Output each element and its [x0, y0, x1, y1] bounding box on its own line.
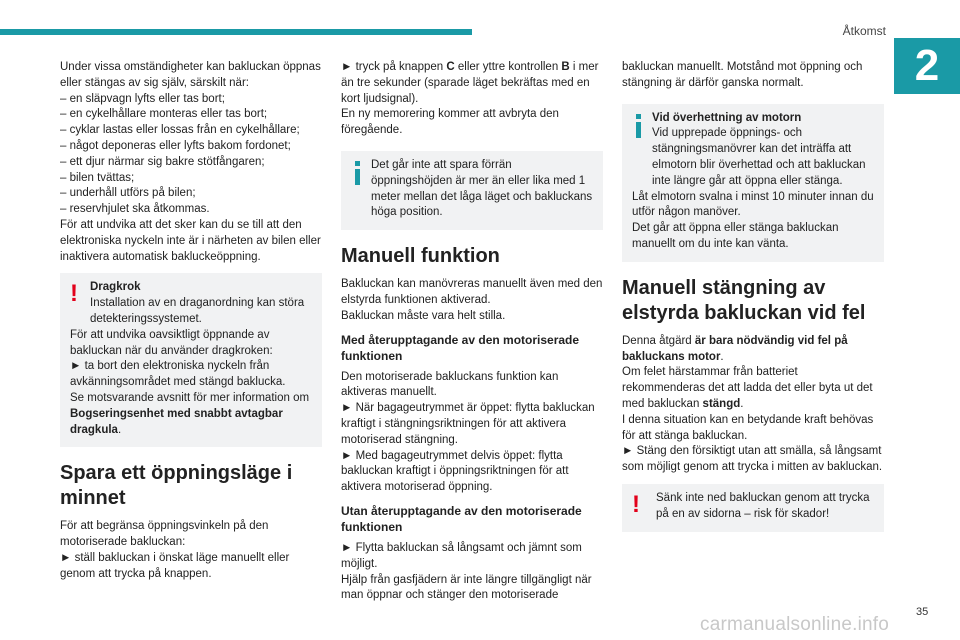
body-text: En ny memorering kommer att avbryta den föregående.	[341, 108, 559, 137]
warning-icon: !	[70, 280, 78, 308]
body-text: Den motoriserade bakluckans funktion kan aktiveras manuellt.	[341, 370, 559, 399]
body-text: bakluckan manuellt. Motstånd mot öppning och stängning är därför ganska normalt.	[622, 61, 863, 89]
info-title: Vid överhettning av motorn	[652, 111, 802, 124]
subheading-without-resume: Utan återupptagande av den motoriserade funktionen	[341, 503, 582, 534]
subheading-with-resume: Med återupptagande av den motoriserade funktionen	[341, 332, 580, 363]
body-text: ► Stäng den försiktigt utan att smälla, så långsamt som möjligt genom att trycka i mitten av bakluckan.	[622, 445, 883, 474]
info-line-2: Låt elmotorn svalna i minst 10 minuter innan du utför någon manöver.	[632, 190, 874, 219]
body-text: ► tryck på knappen C eller yttre kontrollen B i mer än tre sekunder (sparade läget bekräftas med en kort ljudsignal).	[341, 61, 599, 105]
body-text: Bakluckan måste vara helt stilla.	[341, 309, 506, 322]
body-text: Bakluckan kan manövreras manuellt även med den elstyrda funktionen aktiverad.	[341, 278, 603, 306]
list-item: – ett djur närmar sig bakre stötfångaren;	[60, 155, 265, 168]
info-line-1: Vid upprepade öppnings- och stängningsmanövrer kan det inträffa att elmotorn blir överhettad och att bakluckan inte längre går att öppna eller stänga.	[652, 127, 866, 187]
list-item: – en cykelhållare monteras eller tas bort;	[60, 108, 268, 121]
warning-text: Sänk inte ned bakluckan genom att trycka på en av sidorna – risk för skador!	[656, 491, 870, 520]
warning-line-1: Installation av en draganordning kan störa detekteringssystemet.	[90, 297, 305, 325]
condition-list	[60, 92, 322, 218]
body-text: ► Med bagageutrymmet delvis öppet: flytta bakluckan kraftigt i öppningsriktningen för att aktivera motoriserad öppning.	[341, 449, 569, 494]
page-number: 35	[916, 606, 929, 618]
list-item: – reservhjulet ska åtkommas.	[60, 203, 210, 216]
body-text: I denna situation kan en betydande kraft behövas för att stänga bakluckan.	[622, 413, 874, 442]
warning-title: Dragkrok	[90, 281, 141, 294]
list-item: – något deponeras eller lyfts bakom fordonet;	[60, 139, 291, 152]
heading-save-position: Spara ett öppningsläge i minnet	[60, 462, 293, 510]
body-text: Denna åtgärd är bara nödvändig vid fel på bakluckans motor.	[622, 334, 848, 363]
info-line-3: Det går att öppna eller stänga bakluckan manuellt om du inte kan vänta.	[632, 222, 839, 250]
column-1	[60, 60, 322, 583]
list-item: – cyklar lastas eller lossas från en cykelhållare;	[60, 124, 300, 137]
body-text: För att begränsa öppningsvinkeln på den motoriserade bakluckan:	[60, 520, 269, 549]
outro-text: För att undvika att det sker kan du se till att den elektroniska nyckeln inte är i närheten av bilen eller inaktivera automatisk bakluckeöppning.	[60, 218, 321, 263]
column-3	[622, 60, 884, 542]
info-icon	[632, 113, 646, 139]
list-item: – bilen tvättas;	[60, 171, 135, 184]
section-title: Åtkomst	[842, 24, 886, 38]
heading-manual-function: Manuell funktion	[341, 245, 500, 268]
chapter-number: 2	[894, 38, 960, 94]
warning-line-4: Se motsvarande avsnitt för mer information om Bogseringsenhet med snabbt avtagbar dragkula.	[70, 391, 310, 436]
body-text: ► Flytta bakluckan så långsamt och jämnt som möjligt.	[341, 541, 582, 570]
warning-box-damage	[622, 484, 884, 532]
warning-icon: !	[632, 490, 640, 518]
body-text: Om felet härstammar från batteriet rekommenderas det att ladda det eller byta ut det med bakluckan stängd.	[622, 366, 873, 410]
info-icon	[351, 160, 365, 186]
body-text: ► ställ bakluckan i önskat läge manuellt eller genom att trycka på knappen.	[60, 551, 290, 580]
info-box-overheating	[622, 104, 884, 262]
watermark: carmanualsonline.info	[700, 614, 890, 635]
warning-box-towbar	[60, 273, 322, 447]
body-text: Hjälp från gasfjädern är inte längre tillgängligt när man öppnar och stänger den motoriserade	[341, 573, 592, 602]
body-text: ► När bagageutrymmet är öppet: flytta bakluckan kraftigt i stängningsriktningen för att aktivera motoriserad stängning.	[341, 402, 595, 446]
warning-line-3: ► ta bort den elektroniska nyckeln från avkänningsområdet med stängd bakluckа.	[70, 360, 286, 389]
intro-text: Under vissa omständigheter kan bakluckan öppnas eller stängas av sig själv, särskilt när:	[60, 61, 321, 89]
warning-line-2: För att undvika oavsiktligt öppnande av bakluckan när du använder dragkroken:	[70, 328, 273, 357]
header-accent-bar	[0, 29, 472, 35]
info-text: Det går inte att spara förrän öppningshöjden är mer än eller lika med 1 meter mellan det låga läget och bakluckans höga position.	[371, 158, 593, 219]
column-2	[341, 60, 603, 604]
list-item: – en släpvagn lyfts eller tas bort;	[60, 92, 225, 105]
heading-manual-closing: Manuell stängning av elstyrda bakluckan vid fel	[622, 276, 866, 324]
info-box-height	[341, 151, 603, 230]
list-item: – underhåll utförs på bilen;	[60, 187, 196, 200]
